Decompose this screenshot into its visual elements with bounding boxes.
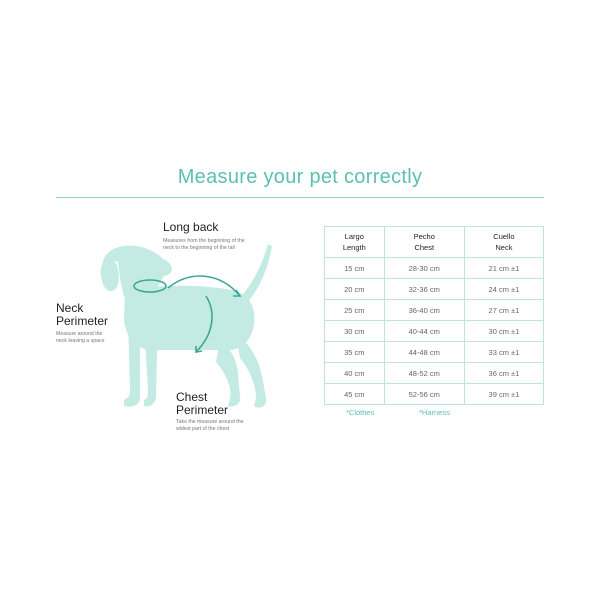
chest-heading-2: Perimeter: [176, 403, 229, 417]
cell-neck: 30 cm ±1: [464, 321, 543, 342]
cell-length: 30 cm: [325, 321, 385, 342]
neck-desc-2: neck leaving a space: [56, 338, 105, 344]
footnote-clothes: *Clothes: [346, 408, 375, 417]
table-row: [325, 321, 544, 342]
cell-neck: 24 cm ±1: [464, 279, 543, 300]
col-header-chest: Pecho Chest: [384, 227, 464, 258]
cell-chest: 40-44 cm: [384, 321, 464, 342]
cell-neck: 39 cm ±1: [464, 384, 543, 405]
neck-desc-1: Measure around the: [56, 331, 103, 337]
cell-chest: 48-52 cm: [384, 363, 464, 384]
cell-chest: 36-40 cm: [384, 300, 464, 321]
title-divider: [56, 197, 544, 198]
cell-length: 15 cm: [325, 258, 385, 279]
table-row: [325, 363, 544, 384]
chest-desc-1: Take the measure around the: [176, 419, 244, 425]
cell-length: 35 cm: [325, 342, 385, 363]
table-row: [325, 384, 544, 405]
long-back-desc-1: Measures from the beginning of the: [163, 238, 245, 244]
cell-neck: 33 cm ±1: [464, 342, 543, 363]
neck-heading-1: Neck: [56, 301, 84, 315]
cell-length: 45 cm: [325, 384, 385, 405]
table-row: [325, 300, 544, 321]
chest-heading-1: Chest: [176, 390, 208, 404]
col-header-length: Largo Length: [325, 227, 385, 258]
cell-length: 20 cm: [325, 279, 385, 300]
cell-chest: 32-36 cm: [384, 279, 464, 300]
dog-illustration: [0, 200, 310, 440]
cell-length: 40 cm: [325, 363, 385, 384]
cell-chest: 44-48 cm: [384, 342, 464, 363]
size-table: [324, 226, 544, 405]
footnote-harness: *Harness: [419, 408, 450, 417]
col-header-neck: Cuello Neck: [464, 227, 543, 258]
long-back-heading: Long back: [163, 220, 219, 234]
table-row: [325, 342, 544, 363]
cell-neck: 21 cm ±1: [464, 258, 543, 279]
cell-length: 25 cm: [325, 300, 385, 321]
cell-chest: 52-56 cm: [384, 384, 464, 405]
neck-heading-2: Perimeter: [56, 314, 109, 328]
table-row: [325, 279, 544, 300]
table-row: [325, 258, 544, 279]
cell-neck: 36 cm ±1: [464, 363, 543, 384]
cell-chest: 28-30 cm: [384, 258, 464, 279]
table-header-row: [325, 227, 544, 258]
page-title: Measure your pet correctly: [177, 166, 423, 188]
cell-neck: 27 cm ±1: [464, 300, 543, 321]
chest-desc-2: widest part of the chest: [176, 426, 230, 432]
long-back-desc-2: neck to the beginning of the tail: [163, 245, 235, 251]
